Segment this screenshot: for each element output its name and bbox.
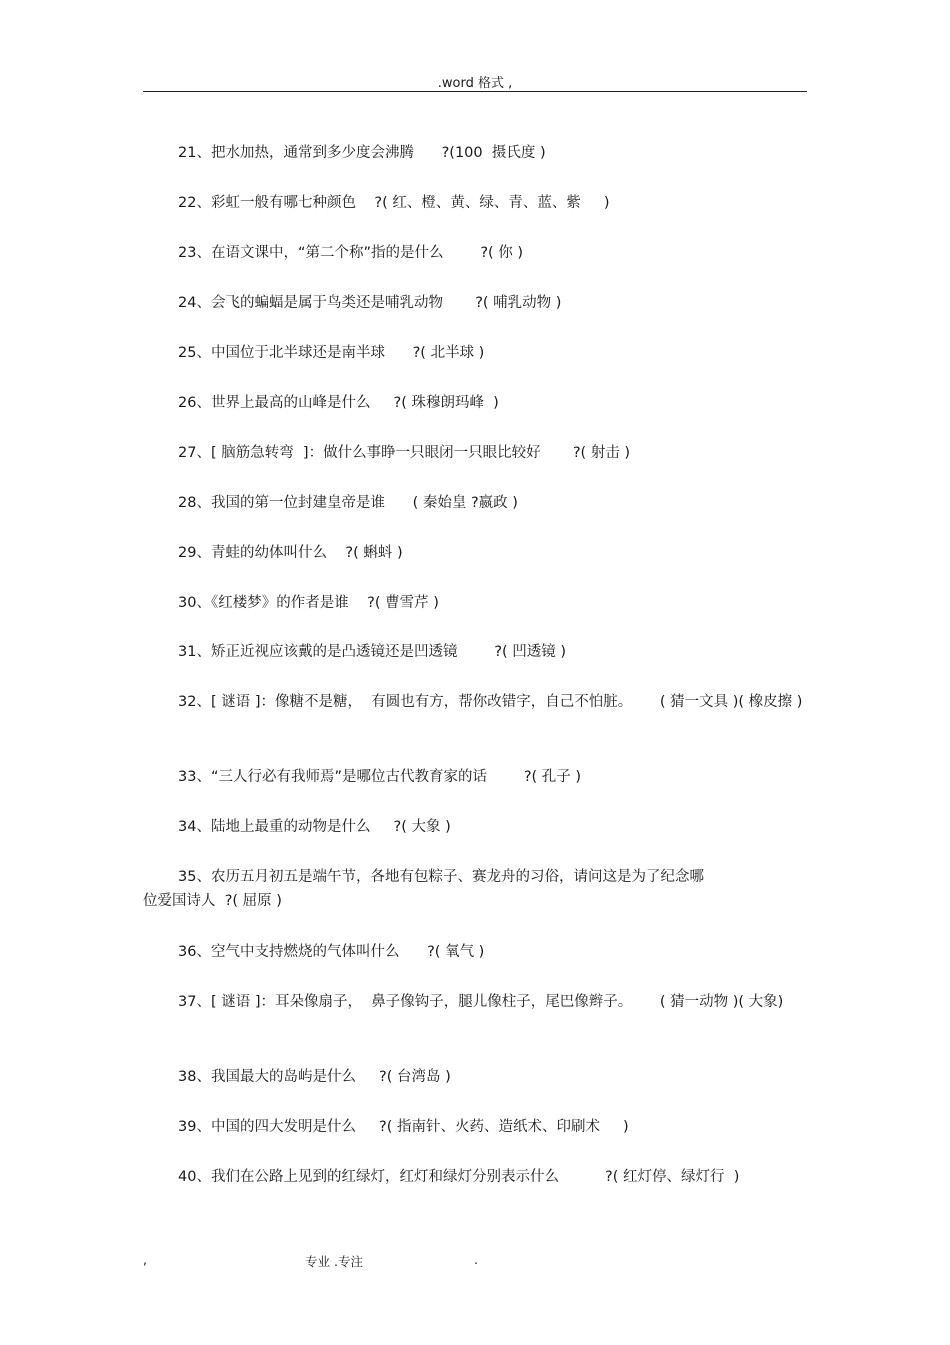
footer-right-mark: .: [474, 1252, 478, 1267]
footer-tagline: 专业 .专注: [305, 1254, 363, 1269]
question-33: 33、“三人行必有我师焉”是哪位古代教育家的话 ?( 孔子 ): [178, 769, 582, 785]
question-24: 24、会飞的蝙蝠是属于鸟类还是哺乳动物 ?( 哺乳动物 ): [178, 295, 562, 311]
question-27: 27、[ 脑筋急转弯 ]：做什么事睁一只眼闭一只眼比较好 ?( 射击 ): [178, 445, 631, 461]
question-36: 36、空气中支持燃烧的气体叫什么 ?( 氧气 ): [178, 944, 485, 960]
question-35: 35、农历五月初五是端午节，各地有包粽子、赛龙舟的习俗，请问这是为了纪念哪 位爱国诗人 ?( 屈原 ): [143, 869, 704, 909]
question-34: 34、陆地上最重的动物是什么 ?( 大象 ): [178, 819, 451, 835]
question-23: 23、在语文课中，“第二个称”指的是什么 ?( 你 ): [178, 245, 524, 261]
question-22: 22、彩虹一般有哪七种颜色 ?( 红、橙、黄、绿、青、蓝、紫 ): [178, 195, 610, 211]
footer-left-mark: ,: [143, 1252, 147, 1267]
question-21: 21、把水加热，通常到多少度会沸腾 ?(100 摄氏度 ): [178, 145, 546, 161]
header-rule: [143, 91, 807, 92]
question-38: 38、我国最大的岛屿是什么 ?( 台湾岛 ): [178, 1069, 451, 1085]
question-31: 31、矫正近视应该戴的是凸透镜还是凹透镜 ?( 凹透镜 ): [178, 644, 567, 660]
question-29: 29、青蛙的幼体叫什么 ?( 蝌蚪 ): [178, 545, 403, 561]
page-header: .word 格式 ,: [437, 76, 513, 91]
question-37: 37、[ 谜语 ]：耳朵像扇子， 鼻子像钩子，腿儿像柱子，尾巴像辫子。 ( 猜一动物 )( 大象): [178, 994, 784, 1010]
question-28: 28、我国的第一位封建皇帝是谁 ( 秦始皇 ?嬴政 ): [178, 495, 518, 511]
question-26: 26、世界上最高的山峰是什么 ?( 珠穆朗玛峰 ): [178, 395, 499, 411]
question-39: 39、中国的四大发明是什么 ?( 指南针、火药、造纸术、印刷术 ): [178, 1119, 629, 1135]
question-30: 30、《红楼梦》的作者是谁 ?( 曹雪芹 ): [178, 595, 439, 611]
question-25: 25、中国位于北半球还是南半球 ?( 北半球 ): [178, 345, 485, 361]
question-32: 32、[ 谜语 ]：像糖不是糖， 有圆也有方，帮你改错字，自己不怕脏。 ( 猜一文具 )( 橡皮擦 ): [178, 694, 803, 710]
question-40: 40、我们在公路上见到的红绿灯，红灯和绿灯分别表示什么 ?( 红灯停、绿灯行 ): [178, 1169, 740, 1185]
